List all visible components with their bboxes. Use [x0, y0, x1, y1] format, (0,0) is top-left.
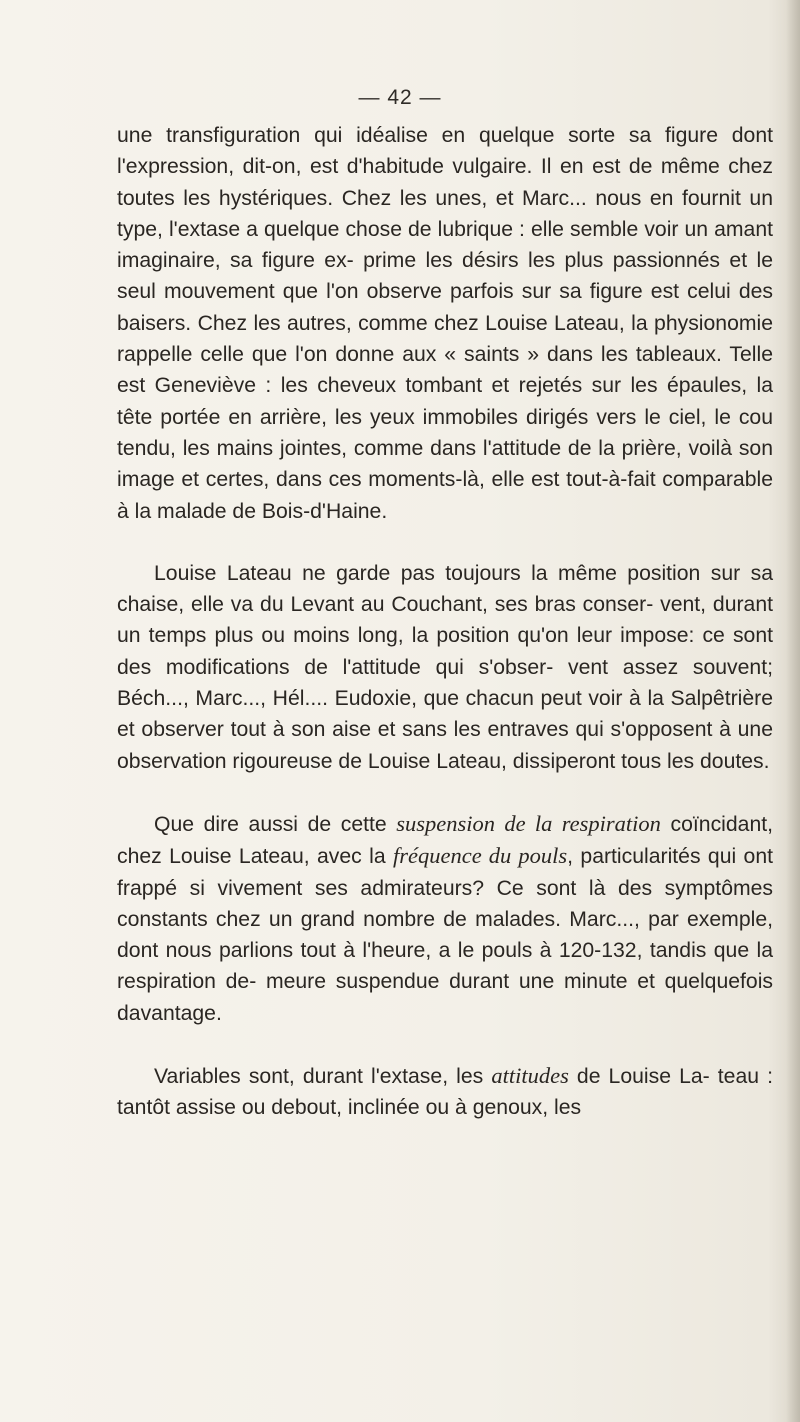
italic-term: suspension de la respiration [396, 810, 661, 836]
paragraph-text: coïncidant, chez Louise Lateau, avec la [117, 812, 773, 869]
page-number: — 42 — [358, 86, 442, 109]
paragraph-text: Louise Lateau ne garde pas toujours la même position sur sa chaise, elle va du Levant au Couchant, ses bras conser- vent, durant un temps plus ou moins long, la position qu'on leur impose: ce sont des modifications de l'attitude qui s'obser- vent assez souvent; Béch..., Marc..., Hél.... Eudoxie, que chacun peut voir à la Salpêtrière et observer tout à son aise et sans les entraves qui s'opposent à une observation rigoureuse de Louise Lateau, dissiperont tous les doutes. [117, 561, 773, 773]
paragraph-text: Variables sont, durant l'extase, les [154, 1065, 492, 1089]
paragraph-4 [117, 1060, 773, 1124]
body-text [117, 120, 773, 1124]
paragraph-1 [117, 120, 773, 527]
page-edge-shadow [786, 0, 800, 1422]
paragraph-text: de Louise La- teau : tantôt assise ou debout, inclinée ou à genoux, les [117, 1065, 773, 1120]
paragraph-2 [117, 558, 773, 777]
paragraph-text: Que dire aussi de cette [154, 812, 397, 836]
paragraph-text: une transfiguration qui idéalise en quelque sorte sa figure dont l'expression, dit-on, est d'habitude vulgaire. Il en est de même chez toutes les hystériques. Chez les unes, et Marc... nous en fournit un type, l'extase a quelque chose de lubrique : elle semble voir un amant imaginaire, sa figure ex- prime les désirs les plus passionnés et le seul mouvement que l'on observe parfois sur sa figure est celui des baisers. Chez les autres, comme chez Louise Lateau, la physionomie rappelle celle que l'on donne aux « saints » dans les tableaux. Telle est Geneviève : les cheveux tombant et rejetés sur les épaules, la tête portée en arrière, les yeux immobiles dirigés vers le ciel, le cou tendu, les mains jointes, comme dans l'attitude de la prière, voilà son image et certes, dans ces moments-là, elle est tout-à-fait comparable à la malade de Bois-d'Haine. [117, 124, 773, 523]
italic-term: attitudes [491, 1063, 569, 1089]
italic-term: fréquence du pouls [392, 843, 568, 869]
paragraph-text: , particularités qui ont frappé si vivement ses admirateurs? Ce sont là des symptômes constants chez un grand nombre de malades. Marc..., par exemple, dont nous parlions tout à l'heure, a le pouls à 120-132, tandis que la respiration de- meure suspendue durant une minute et quelquefois davantage. [117, 845, 774, 1025]
paragraph-3 [117, 808, 773, 1029]
